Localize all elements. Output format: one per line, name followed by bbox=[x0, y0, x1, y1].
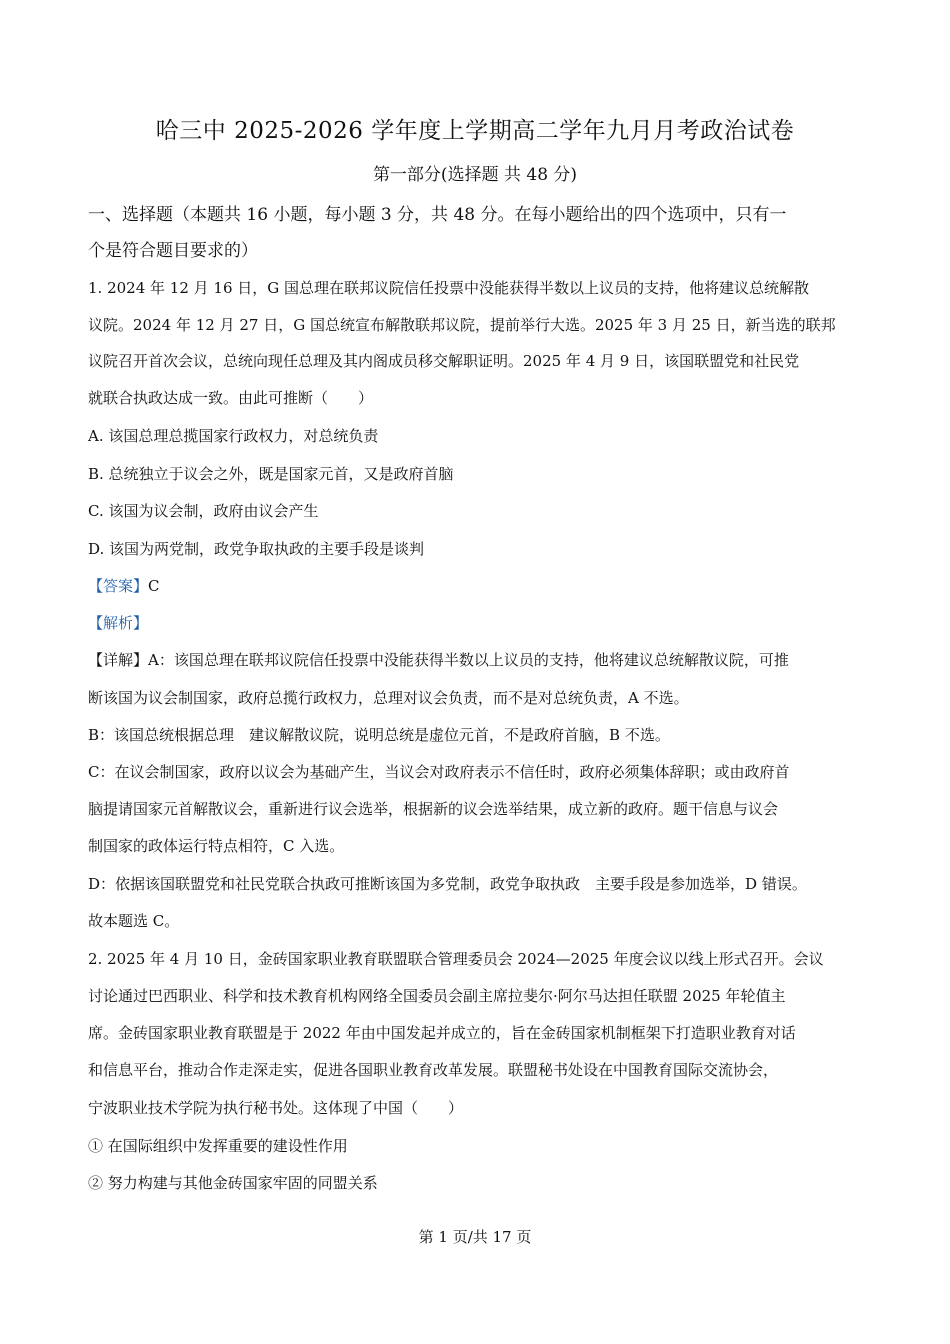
q2-stem-line: 和信息平台，推动合作走深走实，促进各国职业教育改革发展。联盟秘书处设在中国教育国际交流协会， bbox=[88, 1061, 779, 1079]
q1-option-c: C. 该国为议会制，政府由议会产生 bbox=[88, 502, 319, 520]
q2-stem-line: 讨论通过巴西职业、科学和技术教育机构网络全国委员会副主席拉斐尔·阿尔马达担任联盟 2025 年轮值主 bbox=[88, 987, 786, 1005]
q2-item-1: ① 在国际组织中发挥重要的建设性作用 bbox=[88, 1137, 348, 1155]
q1-detail-line: 脑提请国家元首解散议会，重新进行议会选举，根据新的议会选举结果，成立新的政府。题干信息与议会 bbox=[88, 800, 779, 818]
page-footer: 第 1 页/共 17 页 bbox=[418, 1228, 532, 1246]
q2-stem-line: 席。金砖国家职业教育联盟是于 2022 年由中国发起并成立的，旨在金砖国家机制框架下打造职业教育对话 bbox=[88, 1024, 796, 1042]
section-heading-line-1: 一、选择题（本题共 16 小题，每小题 3 分，共 48 分。在每小题给出的四个选项中，只有一 bbox=[88, 205, 787, 225]
section-heading-line-2: 个是符合题目要求的） bbox=[88, 241, 258, 261]
answer-value: C bbox=[148, 577, 160, 595]
q2-stem-line: 2. 2025 年 4 月 10 日，金砖国家职业教育联盟联合管理委员会 2024—2025 年度会议以线上形式召开。会议 bbox=[88, 950, 824, 968]
q1-detail-line: 制国家的政体运行特点相符，C 入选。 bbox=[88, 837, 345, 855]
q1-option-a: A. 该国总理总揽国家行政权力，对总统负责 bbox=[88, 427, 379, 445]
q1-stem-line: 1. 2024 年 12 月 16 日，G 国总理在联邦议院信任投票中没能获得半数以上议员的支持，他将建议总统解散 bbox=[88, 279, 810, 297]
q1-option-b: B. 总统独立于议会之外，既是国家元首，又是政府首脑 bbox=[88, 465, 454, 483]
q2-stem-line: 宁波职业技术学院为执行秘书处。这体现了中国（ ） bbox=[88, 1099, 464, 1117]
q1-option-d: D. 该国为两党制，政党争取执政的主要手段是谈判 bbox=[88, 540, 425, 558]
answer-tag: 【答案】 bbox=[88, 577, 149, 595]
q1-analysis bbox=[88, 612, 148, 633]
analysis-tag: 【解析】 bbox=[88, 614, 149, 632]
q1-detail-line: 故本题选 C。 bbox=[88, 912, 180, 930]
q2-item-2: ② 努力构建与其他金砖国家牢固的同盟关系 bbox=[88, 1174, 378, 1192]
q1-stem-line: 议院。2024 年 12 月 27 日，G 国总统宣布解散联邦议院，提前举行大选。2025 年 3 月 25 日，新当选的联邦 bbox=[88, 316, 836, 334]
part-title: 第一部分(选择题 共 48 分) bbox=[372, 165, 578, 185]
q1-answer bbox=[88, 575, 160, 596]
q1-detail-line: C：在议会制国家，政府以议会为基础产生，当议会对政府表示不信任时，政府必须集体辞职；或由政府首 bbox=[88, 763, 790, 781]
exam-title: 哈三中 2025-2026 学年度上学期高二学年九月月考政治试卷 bbox=[155, 118, 795, 144]
detail-tag: 【详解】 bbox=[88, 651, 149, 669]
q1-detail-line: B：该国总统根据总理 建议解散议院，说明总统是虚位元首，不是政府首脑，B 不选。 bbox=[88, 726, 670, 744]
q1-detail-line bbox=[88, 649, 789, 670]
q1-detail-line: D：依据该国联盟党和社民党联合执政可推断该国为多党制，政党争取执政 主要手段是参加选举，D 错误。 bbox=[88, 875, 807, 893]
q1-detail-line: 断该国为议会制国家，政府总揽行政权力，总理对议会负责，而不是对总统负责，A 不选。 bbox=[88, 689, 689, 707]
q1-stem-line: 议院召开首次会议，总统向现任总理及其内阁成员移交解职证明。2025 年 4 月 9 日，该国联盟党和社民党 bbox=[88, 352, 800, 370]
detail-text: A：该国总理在联邦议院信任投票中没能获得半数以上议员的支持，他将建议总统解散议院，可推 bbox=[148, 651, 789, 669]
q1-stem-line: 就联合执政达成一致。由此可推断（ ） bbox=[88, 389, 374, 407]
